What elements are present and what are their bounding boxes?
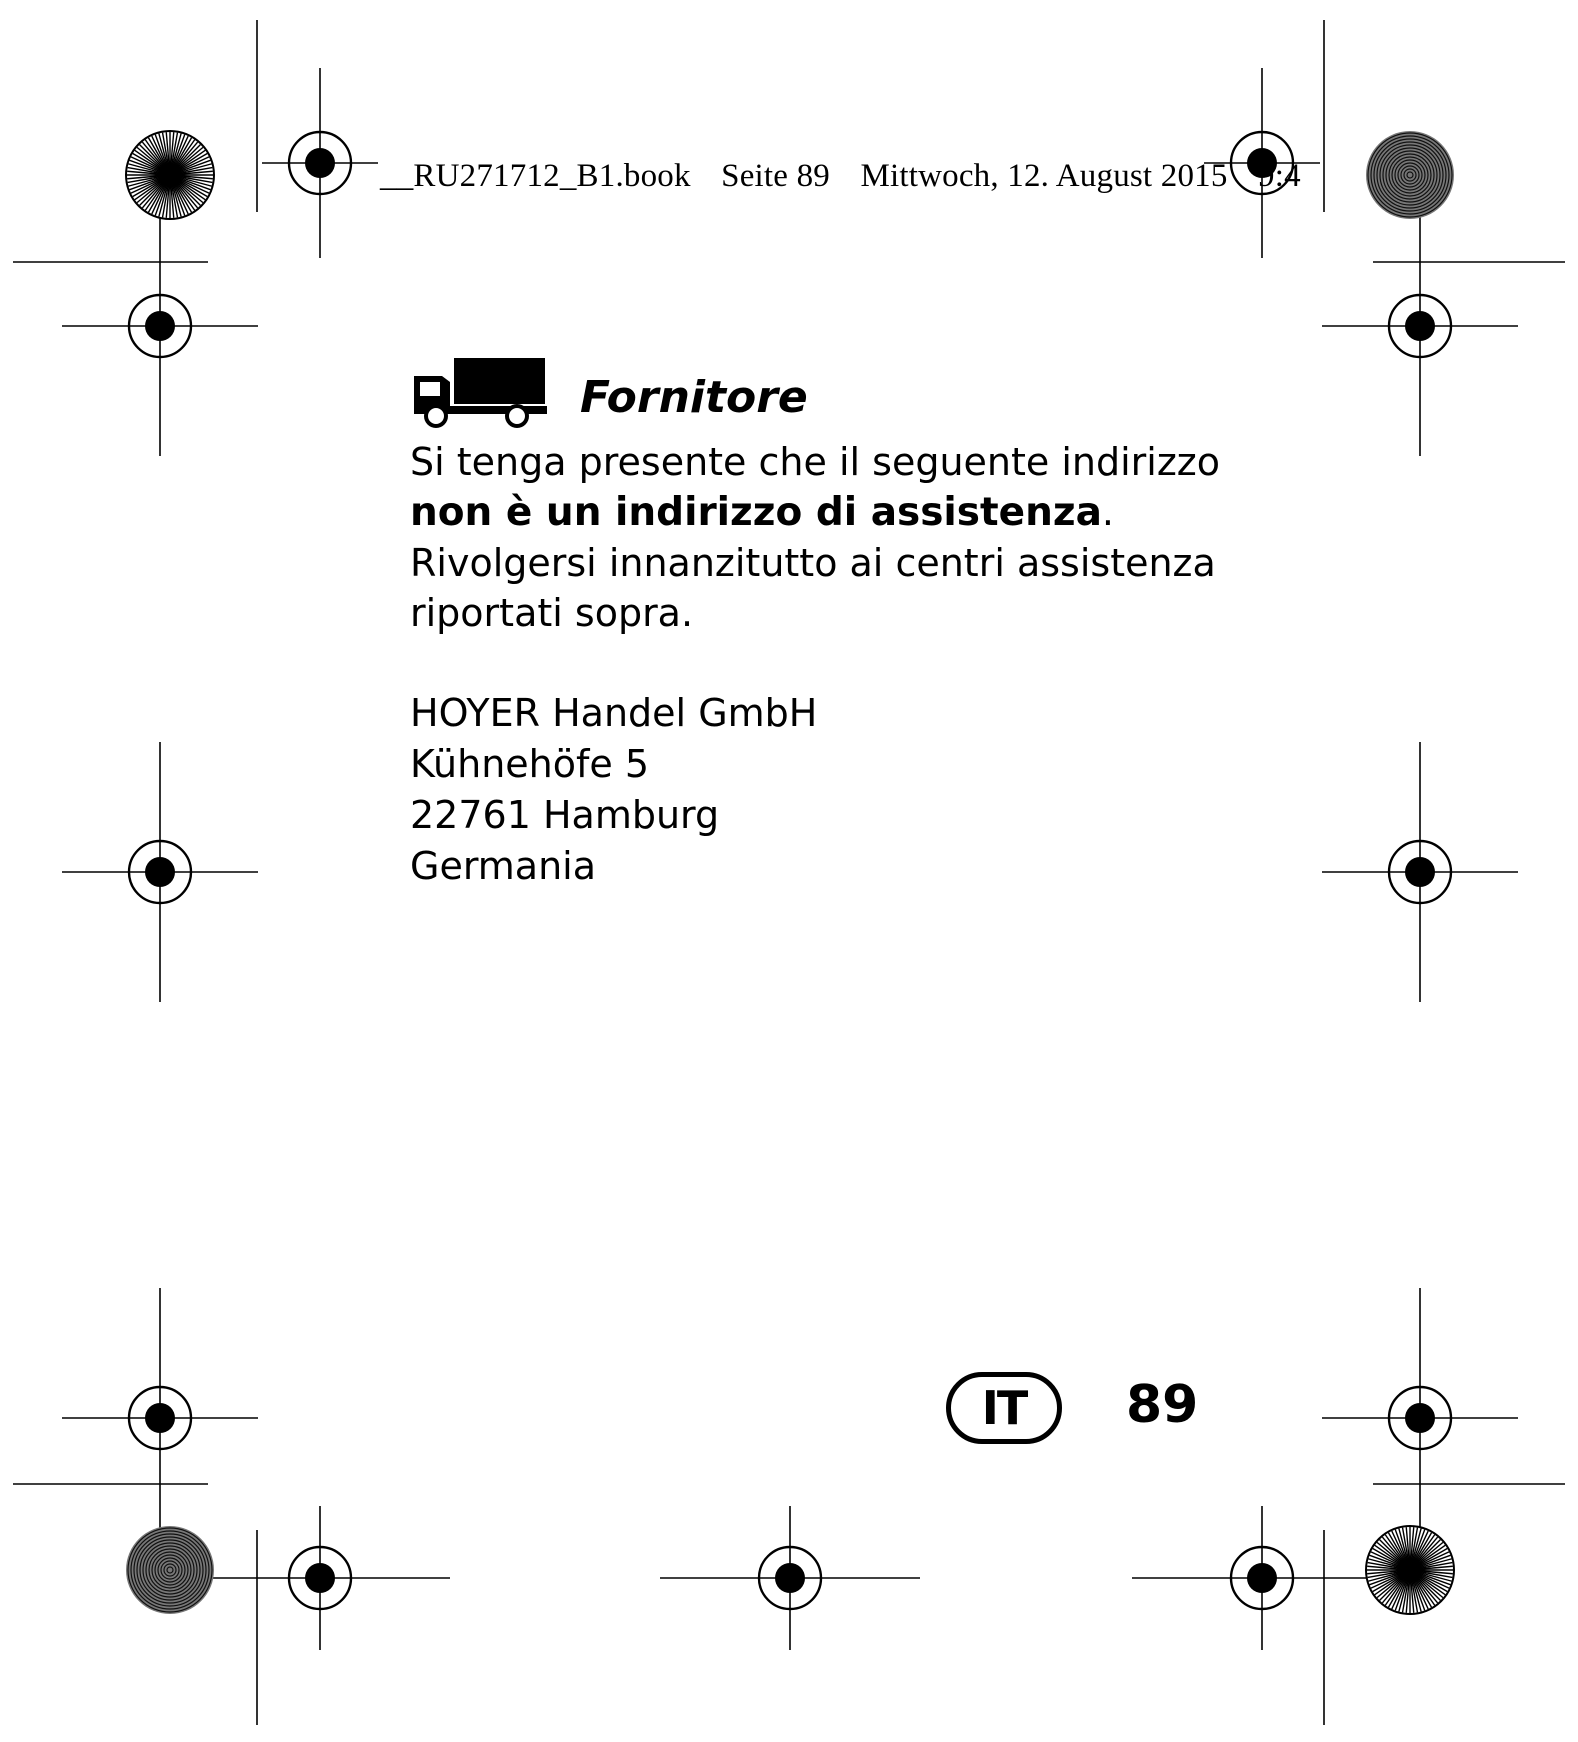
supplier-address <box>410 688 817 892</box>
slug-file: __RU271712_B1.book <box>380 158 691 194</box>
concentric-mark <box>1366 131 1454 219</box>
registration-dot <box>1405 857 1435 887</box>
notice-period: . <box>1101 490 1114 534</box>
registration-dot <box>305 148 335 178</box>
registration-dot <box>145 1403 175 1433</box>
slug-page: Seite 89 <box>721 158 830 194</box>
section-title: Fornitore <box>580 372 808 423</box>
registration-dot <box>1405 311 1435 341</box>
registration-dot <box>145 311 175 341</box>
print-slug <box>380 158 1323 195</box>
registration-dot <box>1247 1563 1277 1593</box>
notice-line: Rivolgersi innanzitutto ai centri assistenza <box>410 541 1216 585</box>
truck-icon <box>412 356 547 428</box>
page-number: 89 <box>1126 1375 1199 1435</box>
notice-line: riportati sopra. <box>410 591 694 635</box>
notice-line: Si tenga presente che il seguente indirizzo <box>410 440 1220 484</box>
slug-date: Mittwoch, 12. August 2015 <box>860 158 1228 194</box>
registration-dot <box>145 857 175 887</box>
address-city: 22761 Hamburg <box>410 793 720 837</box>
registration-dot <box>305 1563 335 1593</box>
address-country: Germania <box>410 844 597 888</box>
address-company: HOYER Handel GmbH <box>410 691 818 735</box>
slug-time: 9:4 <box>1258 158 1301 194</box>
registration-dot <box>1405 1403 1435 1433</box>
notice-line-bold <box>410 487 1220 538</box>
language-badge: IT <box>946 1372 1062 1444</box>
concentric-mark <box>126 1526 214 1614</box>
address-street: Kühnehöfe 5 <box>410 742 650 786</box>
registration-dot <box>775 1563 805 1593</box>
notice-emphasis: non è un indirizzo di assistenza <box>410 490 1102 535</box>
notice-text <box>410 437 1220 638</box>
